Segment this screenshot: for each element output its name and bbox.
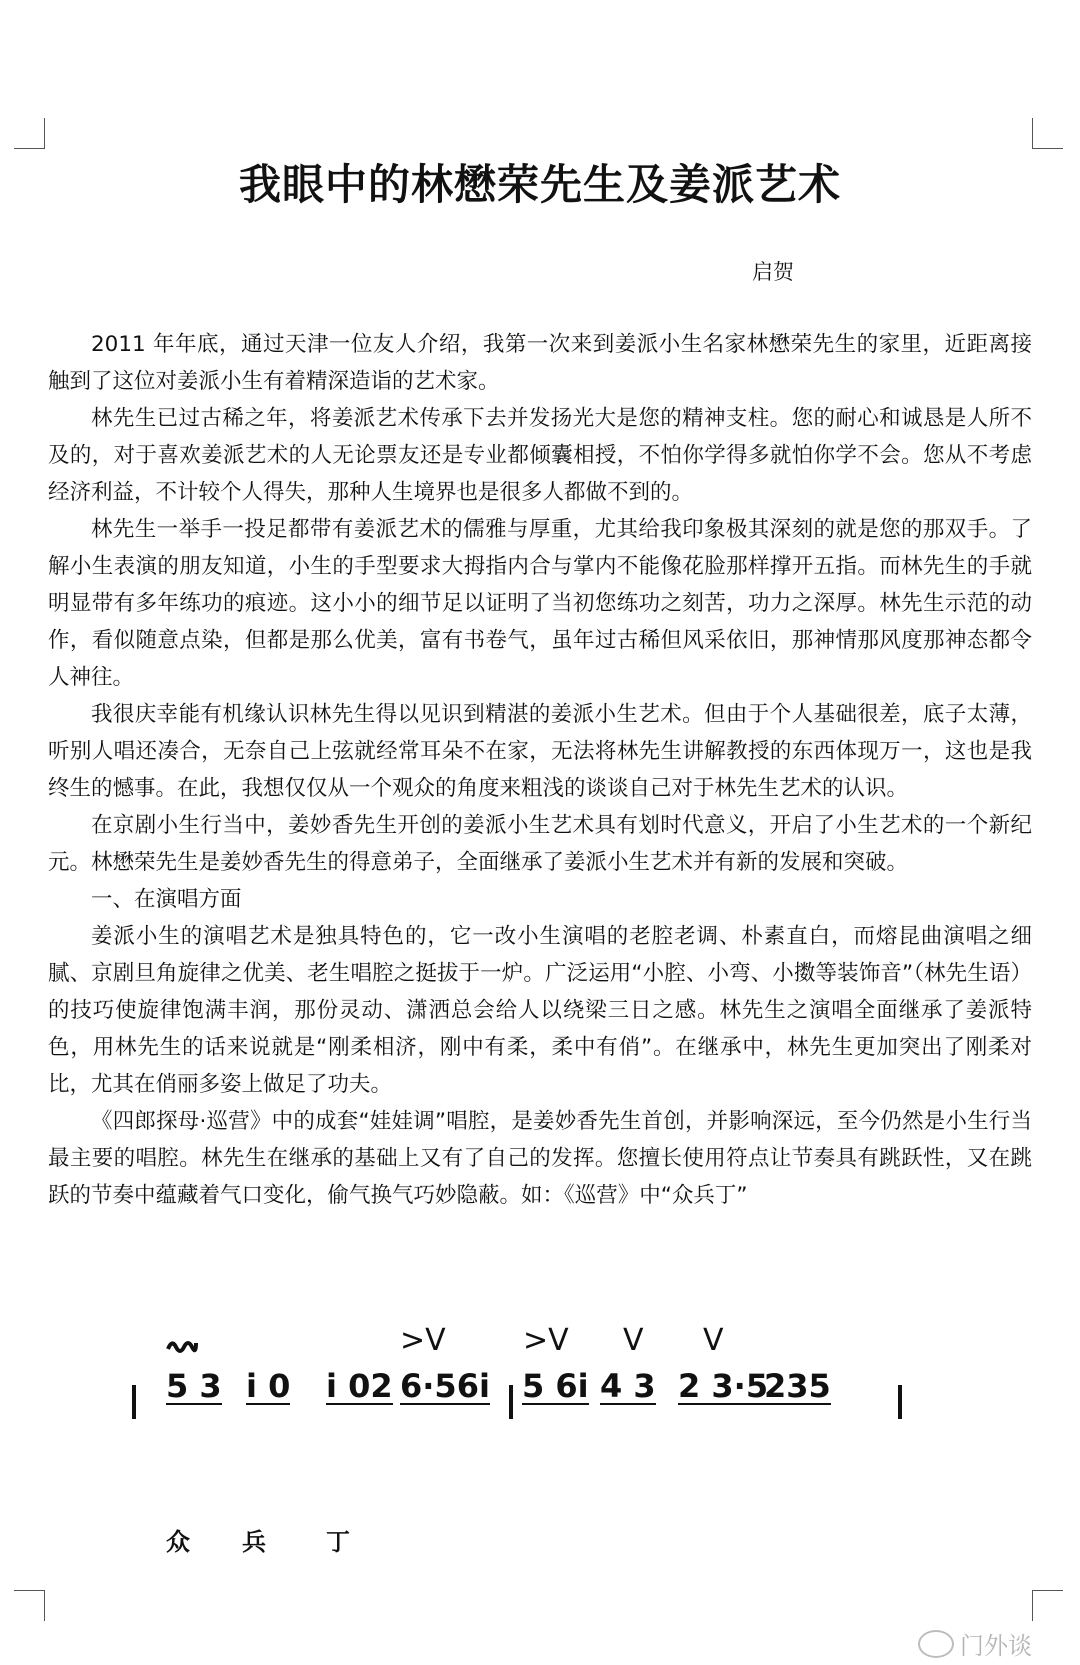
accent-breath-mark: >V bbox=[523, 1323, 569, 1358]
paragraph: 林先生一举手一投足都带有姜派艺术的儒雅与厚重，尤其给我印象极其深刻的就是您的那双手。了解小生表演的朋友知道，小生的手型要求大拇指内合与掌内不能像花脸那样撑开五指。而林先生的手就明显带有多年练功的痕迹。这小小的细节足以证明了当初您练功之刻苦，功力之深厚。林先生示范的动作，看似随意点染，但都是那么优美，富有书卷气，虽年过古稀但风采依旧，那神情那风度那神态都令人神往。 bbox=[48, 517, 1032, 690]
note-group: 4 3 bbox=[600, 1367, 656, 1405]
lyric-char: 众 bbox=[166, 1528, 190, 1556]
crop-mark-bottom-left bbox=[14, 1590, 45, 1621]
author-name: 启贺 bbox=[752, 260, 794, 284]
breath-mark: V bbox=[703, 1323, 724, 1358]
section-heading: 一、在演唱方面 bbox=[91, 887, 242, 912]
wechat-watermark bbox=[918, 1626, 1032, 1661]
paragraph: 在京剧小生行当中，姜妙香先生开创的姜派小生艺术具有划时代意义，开启了小生艺术的一个新纪元。林懋荣先生是姜妙香先生的得意弟子，全面继承了姜派小生艺术并有新的发展和突破。 bbox=[48, 813, 1032, 875]
note-group: i 0 bbox=[246, 1367, 291, 1405]
paragraph: 我很庆幸能有机缘认识林先生得以见识到精湛的姜派小生艺术。但由于个人基础很差，底子太薄，听别人唱还凑合，无奈自己上弦就经常耳朵不在家，无法将林先生讲解教授的东西体现万一，这也是我终生的憾事。在此，我想仅仅从一个观众的角度来粗浅的谈谈自己对于林先生艺术的认识。 bbox=[48, 702, 1032, 801]
lyric-char: 丁 bbox=[326, 1528, 350, 1556]
paragraph: 《四郎探母·巡营》中的成套“娃娃调”唱腔，是姜妙香先生首创，并影响深远，至今仍然是小生行当最主要的唱腔。林先生在继承的基础上又有了自己的发挥。您擅长使用符点让节奏具有跳跃性，又在跳跃的节奏中蕴藏着气口变化，偷气换气巧妙隐蔽。如：《巡营》中“众兵丁” bbox=[48, 1109, 1032, 1208]
crop-mark-bottom-right bbox=[1032, 1590, 1063, 1621]
note-group: 6·56i bbox=[400, 1367, 490, 1405]
note-group: 5 3 bbox=[166, 1367, 222, 1405]
wechat-icon bbox=[918, 1630, 954, 1658]
accent-breath-mark: >V bbox=[400, 1323, 446, 1358]
watermark-text: 门外谈 bbox=[960, 1632, 1032, 1660]
trill-ornament-icon bbox=[166, 1337, 198, 1355]
note-group: 5 6i bbox=[522, 1367, 589, 1405]
paragraph: 姜派小生的演唱艺术是独具特色的，它一改小生演唱的老腔老调、朴素直白，而熔昆曲演唱之细腻、京剧旦角旋律之优美、老生唱腔之挺拔于一炉。广泛运用“小腔、小弯、小擞等装饰音”（林先生语）的技巧使旋律饱满丰润，那份灵动、潇洒总会给人以绕梁三日之感。林先生之演唱全面继承了姜派特色，用林先生的话来说就是“刚柔相济，刚中有柔，柔中有俏”。在继承中，林先生更加突出了刚柔对比，尤其在俏丽多姿上做足了功夫。 bbox=[48, 924, 1032, 1097]
lyric-char: 兵 bbox=[242, 1528, 266, 1556]
crop-mark-top-right bbox=[1032, 118, 1063, 149]
breath-mark: V bbox=[623, 1323, 644, 1358]
document-title: 我眼中的林懋荣先生及姜派艺术 bbox=[238, 160, 841, 209]
article-body bbox=[48, 326, 1032, 1214]
paragraph: 林先生已过古稀之年，将姜派艺术传承下去并发扬光大是您的精神支柱。您的耐心和诚恳是人所不及的，对于喜欢姜派艺术的人无论票友还是专业都倾囊相授，不怕你学得多就怕你学不会。您从不考虑经济利益，不计较个人得失，那种人生境界也是很多人都做不到的。 bbox=[48, 406, 1032, 505]
paragraph: 2011 年年底，通过天津一位友人介绍，我第一次来到姜派小生名家林懋荣先生的家里，近距离接触到了这位对姜派小生有着精深造诣的艺术家。 bbox=[48, 332, 1032, 394]
crop-mark-top-left bbox=[14, 118, 45, 149]
note-group: 235 bbox=[764, 1367, 831, 1405]
note-group: 2 3·5 bbox=[678, 1367, 769, 1405]
note-group: i 02 bbox=[326, 1367, 393, 1405]
